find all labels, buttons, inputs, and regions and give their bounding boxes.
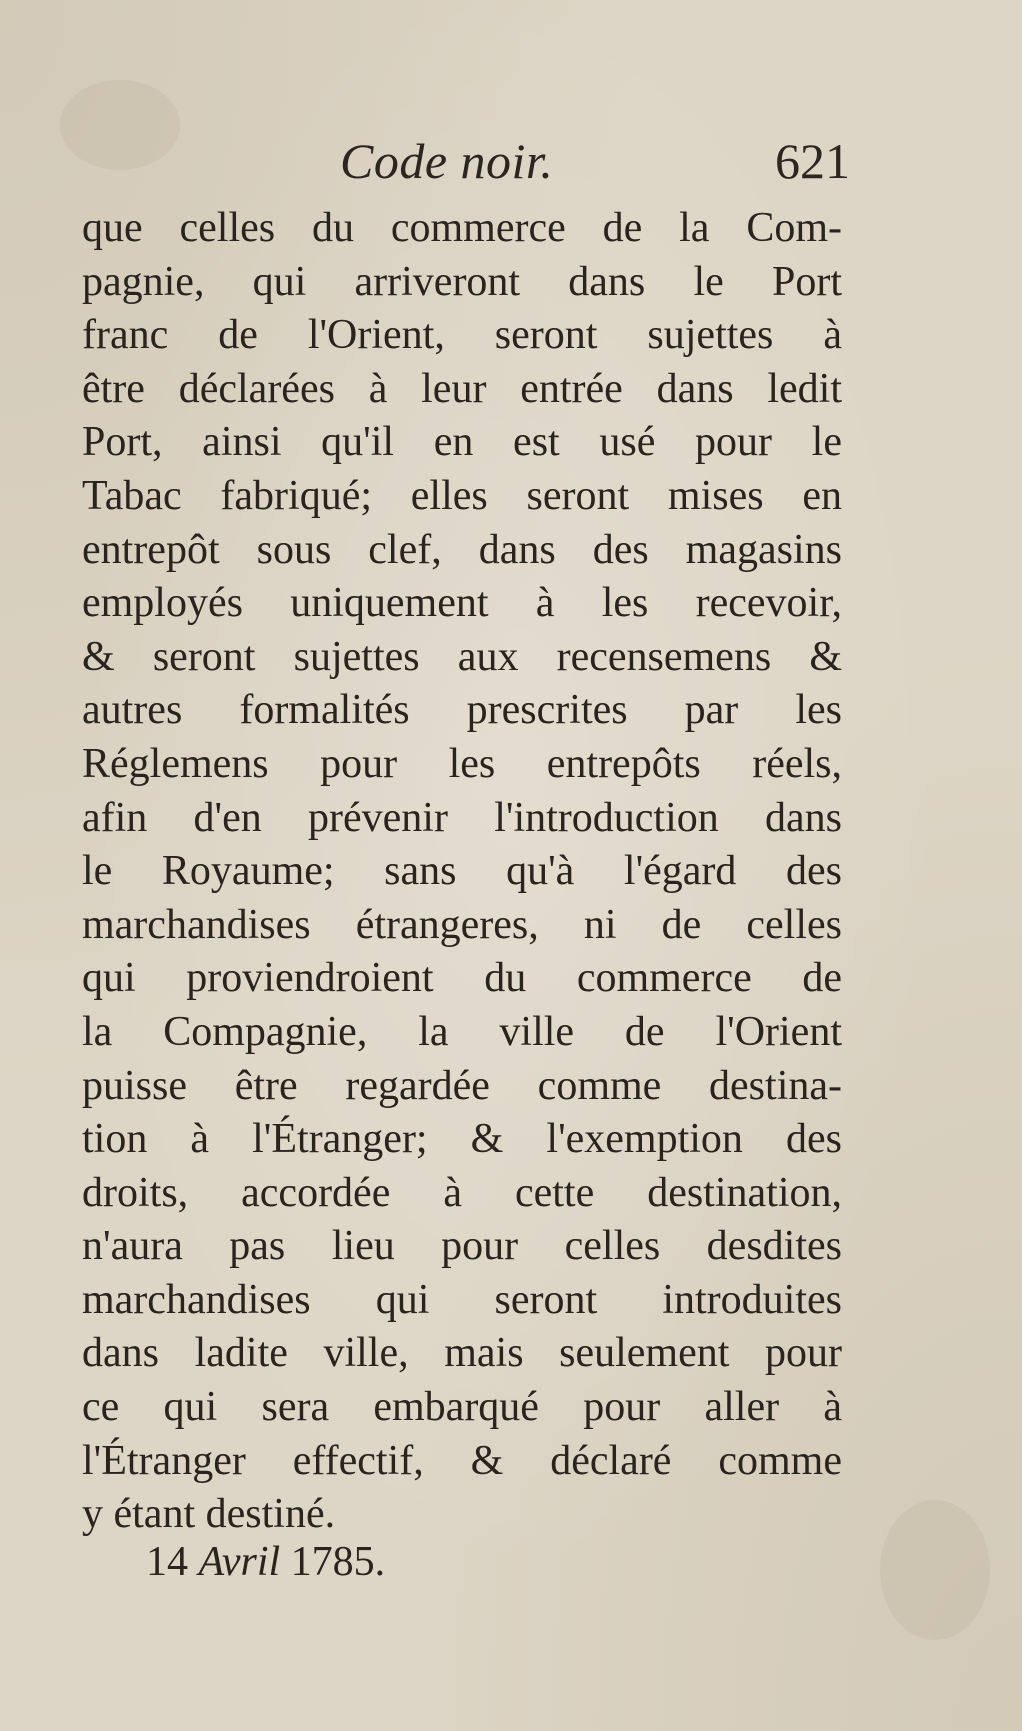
page-header xyxy=(340,132,850,202)
text-line: n'aura pas lieu pour celles desdites xyxy=(82,1223,842,1270)
text-line: droits, accordée à cette destination, xyxy=(82,1169,842,1216)
text-line: être déclarées à leur entrée dans ledit xyxy=(82,365,842,412)
text-line: pagnie, qui arriveront dans le Port xyxy=(82,258,842,305)
text-line: qui proviendroient du commerce de xyxy=(82,955,842,1002)
body-text xyxy=(82,202,842,1542)
text-line: entrepôt sous clef, dans des magasins xyxy=(82,526,842,573)
text-line: & seront sujettes aux recensemens & xyxy=(82,633,842,680)
running-title: Code noir. xyxy=(340,133,554,189)
paper-stain xyxy=(60,80,180,170)
date-line xyxy=(146,1538,385,1586)
text-line: puisse être regardée comme destina- xyxy=(82,1062,842,1109)
page-number: 621 xyxy=(775,133,850,189)
text-line: que celles du commerce de la Com- xyxy=(82,205,842,251)
text-line: tion à l'Étranger; & l'exemption des xyxy=(82,1116,842,1163)
text-line: y étant destiné. xyxy=(82,1491,336,1538)
date-month: Avril xyxy=(198,1539,281,1585)
text-line: employés uniquement à les recevoir, xyxy=(82,580,842,627)
text-line: Port, ainsi qu'il en est usé pour le xyxy=(82,419,842,466)
text-line: ce qui sera embarqué pour aller à xyxy=(82,1384,842,1431)
paper-stain xyxy=(880,1500,990,1640)
text-line: dans ladite ville, mais seulement pour xyxy=(82,1330,842,1377)
text-line: franc de l'Orient, seront sujettes à xyxy=(82,312,842,359)
text-line: Tabac fabriqué; elles seront mises en xyxy=(82,472,842,519)
text-line: Réglemens pour les entrepôts réels, xyxy=(82,740,842,787)
date-day: 14 xyxy=(146,1539,188,1585)
text-line: l'Étranger effectif, & déclaré comme xyxy=(82,1437,842,1484)
text-line: marchandises étrangeres, ni de celles xyxy=(82,901,842,948)
text-line: la Compagnie, la ville de l'Orient xyxy=(82,1008,842,1055)
date-year: 1785. xyxy=(290,1539,386,1585)
text-line: afin d'en prévenir l'introduction dans xyxy=(82,794,842,841)
text-line: marchandises qui seront introduites xyxy=(82,1276,842,1323)
text-line: autres formalités prescrites par les xyxy=(82,687,842,734)
text-line: le Royaume; sans qu'à l'égard des xyxy=(82,848,842,895)
